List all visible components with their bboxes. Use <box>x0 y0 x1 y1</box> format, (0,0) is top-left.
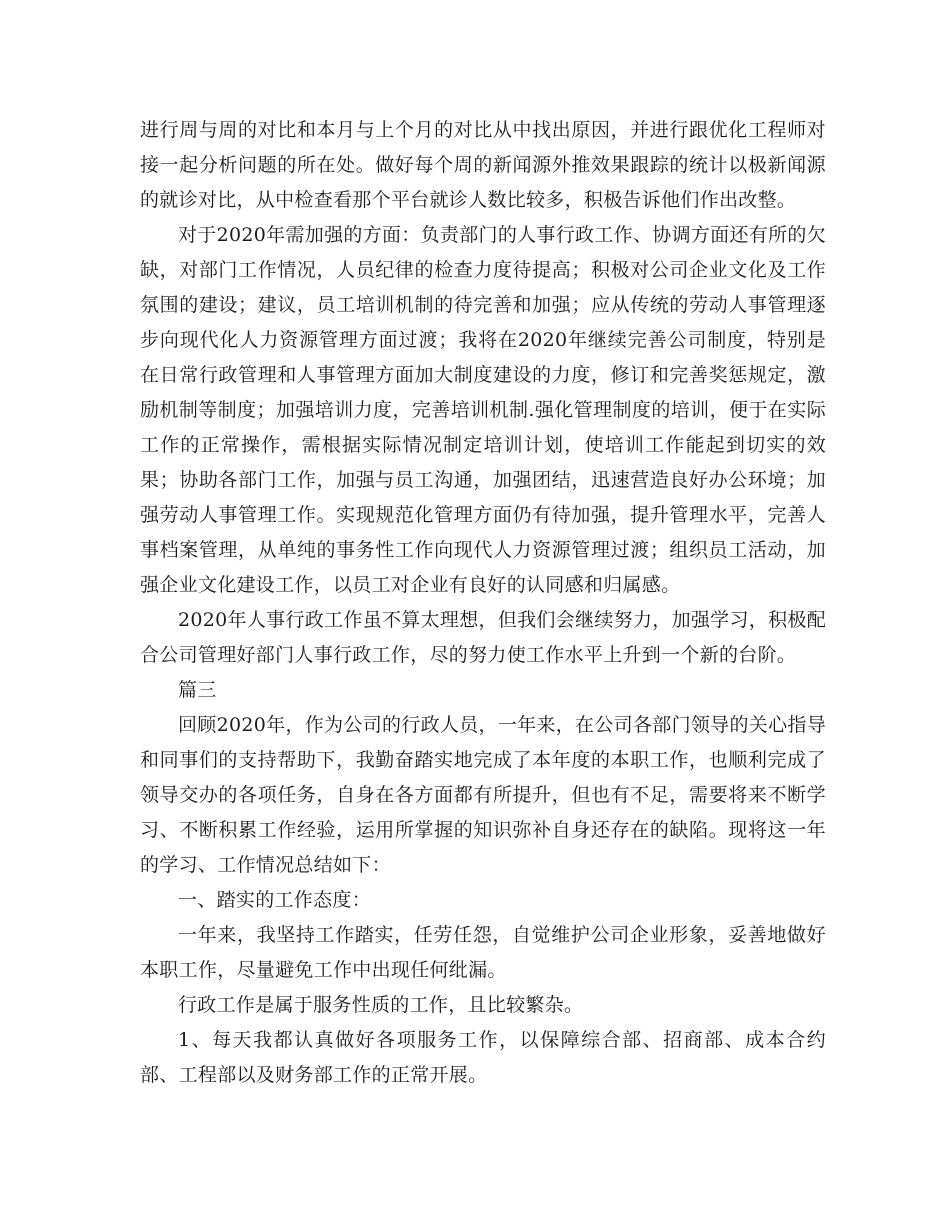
paragraph: 行政工作是属于服务性质的工作，且比较繁杂。 <box>178 994 584 1016</box>
paragraph: 2020年人事行政工作虽不算太理想，但我们会继续努力，加强学习，积极配合公司管理好部门人事行政工作，尽的努力使工作水平上升到一个新的台阶。 <box>140 609 826 666</box>
section-heading: 篇三 <box>178 679 217 701</box>
paragraph: 对于2020年需加强的方面：负责部门的人事行政工作、协调方面还有所的欠缺，对部门工作情况，人员纪律的检查力度待提高；积极对公司企业文化及工作氛围的建设；建议，员工培训机制的待完善和加强；应从传统的劳动人事管理逐步向现代化人力资源管理方面过渡；我将在2020年继续完善公司制度，特别是在日常行政管理和人事管理方面加大制度建设的力度，修订和完善奖惩规定，激励机制等制度；加强培训力度，完善培训机制.强化管理制度的培训，便于在实际工作的正常操作，需根据实际情况制定培训计划，使培训工作能起到切实的效果；协助各部门工作，加强与员工沟通，加强团结，迅速营造良好办公环境；加强劳动人事管理工作。实现规范化管理方面仍有待加强，提升管理水平，完善人事档案管理，从单纯的事务性工作向现代人力资源管理过渡；组织员工活动，加强企业文化建设工作，以员工对企业有良好的认同感和归属感。 <box>140 224 826 596</box>
paragraph: 进行周与周的对比和本月与上个月的对比从中找出原因，并进行跟优化工程师对接一起分析问题的所在处。做好每个周的新闻源外推效果跟踪的统计以极新闻源的就诊对比，从中检查看那个平台就诊人数比较多，积极告诉他们作出改整。 <box>140 119 826 211</box>
paragraph: 回顾2020年，作为公司的行政人员，一年来，在公司各部门领导的关心指导和同事们的支持帮助下，我勤奋踏实地完成了本年度的本职工作，也顺利完成了领导交办的各项任务，自身在各方面都有所提升，但也有不足，需要将来不断学习、不断积累工作经验，运用所掌握的知识弥补自身还存在的缺陷。现将这一年的学习、工作情况总结如下： <box>140 714 826 876</box>
paragraph: 一年来，我坚持工作踏实，任劳任怨，自觉维护公司企业形象，妥善地做好本职工作，尽量避免工作中出现任何纰漏。 <box>140 924 826 981</box>
document-body <box>140 113 826 1093</box>
subsection-heading: 一、踏实的工作态度： <box>178 889 372 911</box>
paragraph: 1、每天我都认真做好各项服务工作，以保障综合部、招商部、成本合约部、工程部以及财务部工作的正常开展。 <box>140 1029 826 1086</box>
